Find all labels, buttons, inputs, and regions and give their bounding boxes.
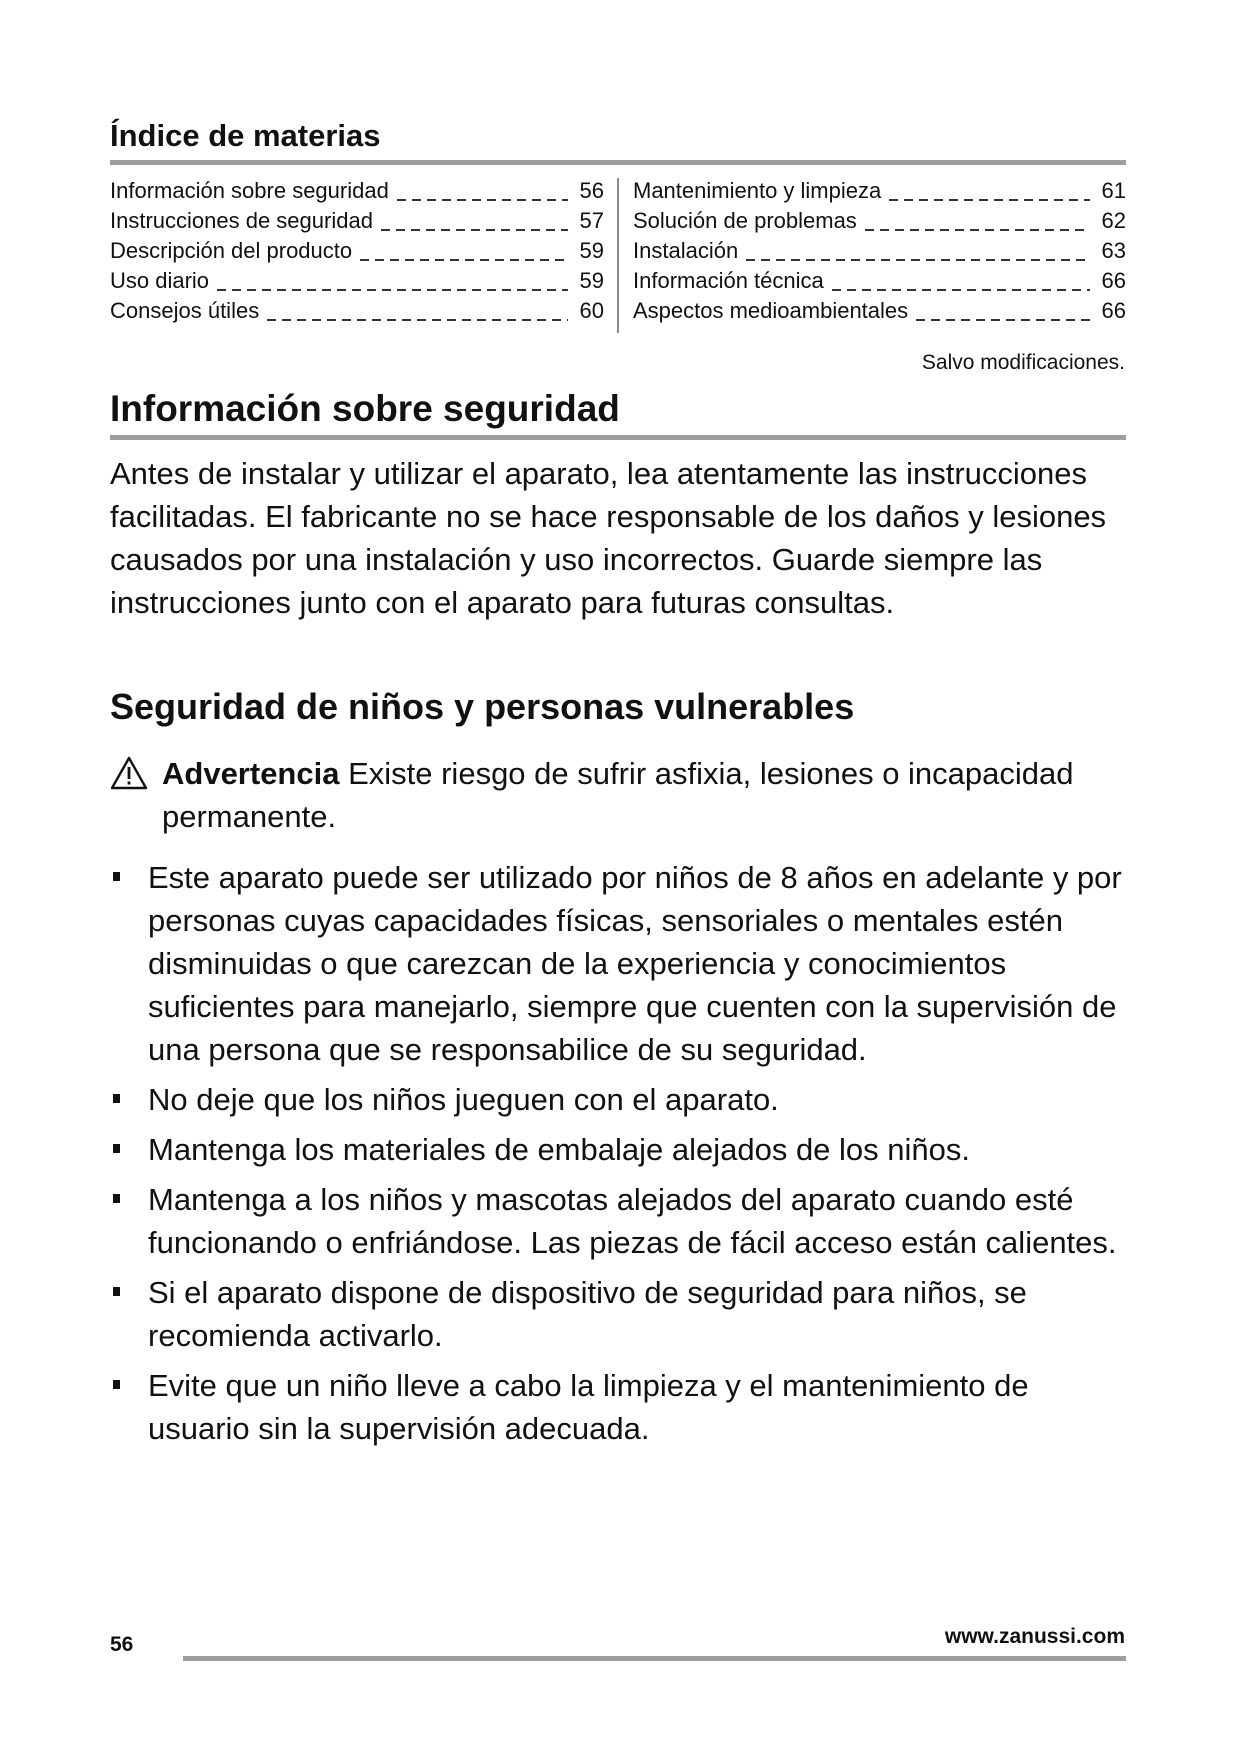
list-item-text: Mantenga a los niños y mascotas alejados del aparato cuando esté funcionando o enfriándose. Las piezas de fácil acceso están calientes. [148,1182,1117,1260]
toc-leader [397,199,568,201]
toc-entry-label: Información sobre seguridad [110,178,389,203]
bullet-marker [113,1380,120,1389]
list-item-text: Este aparato puede ser utilizado por niños de 8 años en adelante y por personas cuyas capacidades físicas, sensoriales o mentales estén disminuidas o que carezcan de la experiencia y conocimientos suficientes para manejarlo, siempre que cuenten con la supervisión de una persona que se responsabilice de su seguridad. [148,860,1122,1067]
toc-entry-page: 59 [579,268,604,293]
list-item [110,1128,1130,1171]
toc-entry-page: 62 [1101,208,1126,233]
footer-url-link[interactable]: www.zanussi.com [944,1625,1125,1648]
toc-entry[interactable] [633,178,1126,208]
bullet-marker [113,1144,120,1153]
toc-leader [381,229,568,231]
toc-column-divider [617,178,619,333]
bullet-marker [113,872,120,881]
toc-leader [916,319,1090,321]
toc-heading: Índice de materias [110,118,381,153]
safety-heading: Información sobre seguridad [110,388,620,429]
toc-leader [267,319,568,321]
page-number: 56 [110,1633,134,1656]
toc-left-column [110,178,604,328]
bullet-marker [113,1094,120,1103]
warning-text: Existe riesgo de sufrir asfixia, lesiones o incapacidad permanente. [162,756,1074,834]
toc-entry[interactable] [110,298,604,328]
toc-entry[interactable] [633,208,1126,238]
safety-heading-rule [110,435,1126,440]
toc-entry-page: 56 [579,178,604,203]
toc-entry-page: 61 [1101,178,1126,203]
toc-entry-label: Descripción del producto [110,238,353,263]
toc-entry[interactable] [110,268,604,298]
list-item [110,1271,1130,1357]
toc-entry-label: Aspectos medioambientales [633,298,909,323]
toc-leader [360,259,568,261]
toc-leader [746,259,1090,261]
safety-bullet-list [110,856,1130,1457]
toc-entry-page: 63 [1101,238,1126,263]
toc-entry-label: Instalación [633,238,739,263]
list-item-text: Si el aparato dispone de dispositivo de seguridad para niños, se recomienda activarlo. [148,1275,1027,1353]
list-item [110,856,1130,1071]
bullet-marker [113,1194,120,1203]
toc-entry-label: Consejos útiles [110,298,260,323]
toc-entry-label: Información técnica [633,268,824,293]
modifications-note: Salvo modificaciones. [921,351,1125,374]
toc-entry-page: 59 [579,238,604,263]
warning-keyword: Advertencia [162,756,340,791]
toc-entry-page: 57 [579,208,604,233]
toc-leader [217,289,568,291]
list-item [110,1078,1130,1121]
footer-rule [183,1656,1126,1661]
toc-entry-label: Uso diario [110,268,210,293]
toc-leader [865,229,1090,231]
toc-leader [889,199,1090,201]
toc-leader [832,289,1090,291]
warning-triangle-icon [110,756,148,790]
toc-entry-page: 60 [579,298,604,323]
warning-text-wrap [162,752,1120,838]
toc-heading-rule [110,160,1126,165]
toc-entry[interactable] [110,178,604,208]
warning-block [110,752,1120,838]
toc-entry-page: 66 [1101,268,1126,293]
list-item-text: No deje que los niños jueguen con el aparato. [148,1082,779,1117]
toc-entry-label: Instrucciones de seguridad [110,208,373,233]
toc-entry-label: Mantenimiento y limpieza [633,178,882,203]
safety-intro-paragraph: Antes de instalar y utilizar el aparato, lea atentamente las instrucciones facilitadas. El fabricante no se hace responsable de los daños y lesiones causados por una instalación y uso incorrectos. Guarde siempre las instrucciones junto con el aparato para futuras consultas. [110,456,1107,620]
list-item [110,1178,1130,1264]
toc-entry-page: 66 [1101,298,1126,323]
toc-entry[interactable] [633,298,1126,328]
toc-entry-label: Solución de problemas [633,208,857,233]
list-item-text: Evite que un niño lleve a cabo la limpieza y el mantenimiento de usuario sin la supervisión adecuada. [148,1368,1029,1446]
list-item [110,1364,1130,1450]
toc-entry[interactable] [110,208,604,238]
toc-entry[interactable] [633,238,1126,268]
bullet-marker [113,1287,120,1296]
children-safety-heading: Seguridad de niños y personas vulnerables [110,686,855,727]
list-item-text: Mantenga los materiales de embalaje alejados de los niños. [148,1132,970,1167]
toc-right-column [633,178,1126,328]
toc-entry[interactable] [633,268,1126,298]
toc-entry[interactable] [110,238,604,268]
